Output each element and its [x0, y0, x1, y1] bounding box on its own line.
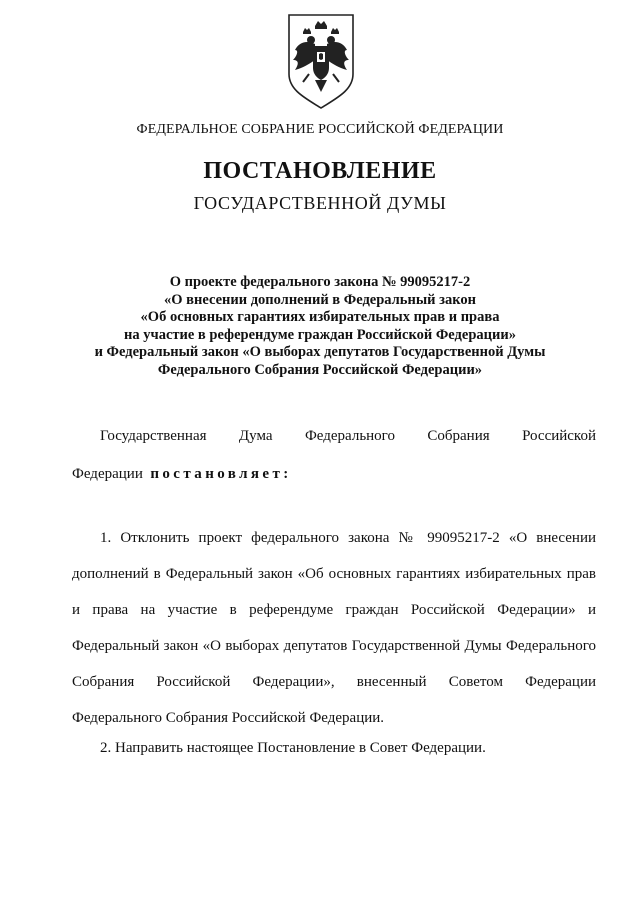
item-line: Федеральный закон «О выборах депутатов Государственной Думы Федерального [72, 638, 596, 654]
resolution-verb: постановляет: [150, 466, 292, 482]
item-line: Собрания Российской Федерации», внесенный Советом Федерации [72, 674, 596, 690]
item-line: 1. Отклонить проект федерального закона № 99095217-2 «О внесении [100, 530, 596, 546]
subject-line: «О внесении дополнений в Федеральный закон [164, 291, 476, 308]
document-subtitle: ГОСУДАРСТВЕННОЙ ДУМЫ [193, 193, 447, 213]
parliament-header: ФЕДЕРАЛЬНОЕ СОБРАНИЕ РОССИЙСКОЙ ФЕДЕРАЦИИ [136, 122, 504, 137]
preamble-prefix: Федерации [72, 466, 143, 482]
item-line: и права на участие в референдуме граждан Российской Федерации» и [72, 602, 596, 618]
preamble-line [72, 464, 596, 484]
item-line: дополнений в Федеральный закон «Об основных гарантиях избирательных прав [72, 566, 596, 582]
preamble-line: Государственная Дума Федерального Собрания Российской [100, 428, 596, 444]
subject-line: «Об основных гарантиях избирательных прав и права [140, 309, 500, 325]
subject-line: и Федеральный закон «О выборах депутатов Государственной Думы [94, 344, 546, 360]
subject-line: на участие в референдуме граждан Российской Федерации» [124, 326, 516, 343]
resolution-item-1 [72, 528, 596, 728]
subject-line: Федерального Собрания Российской Федерации» [157, 361, 483, 378]
subject-line: О проекте федерального закона № 99095217-2 [169, 274, 471, 290]
item-line: 2. Направить настоящее Постановление в Совет Федерации. [100, 740, 486, 756]
document-title: ПОСТАНОВЛЕНИЕ [203, 158, 437, 184]
resolution-item-2 [72, 738, 596, 758]
coat-of-arms-emblem [285, 12, 357, 110]
document-subject [60, 274, 580, 379]
item-line: Федерального Собрания Российской Федерации. [72, 710, 385, 726]
preamble-paragraph [72, 426, 596, 484]
